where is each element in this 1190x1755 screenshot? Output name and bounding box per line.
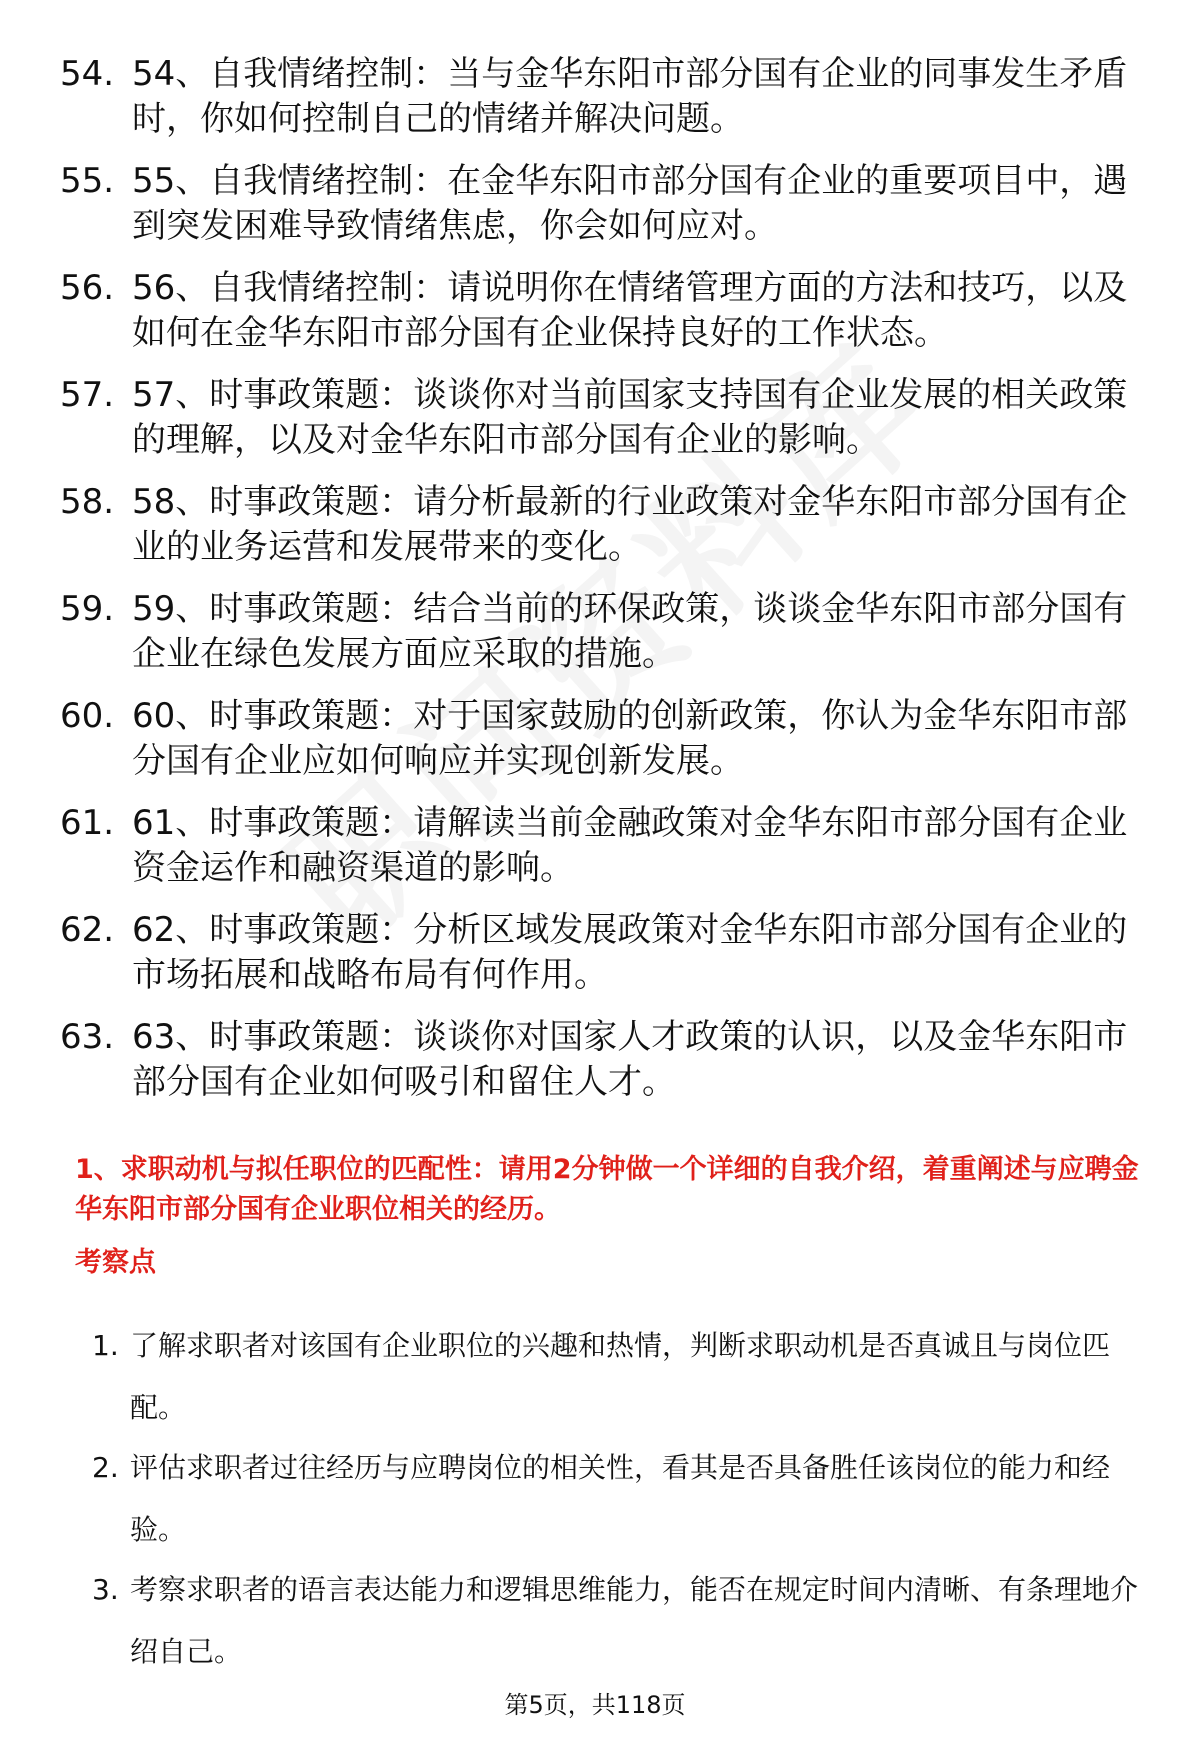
item-number: 57. bbox=[60, 375, 115, 415]
section-subheading: 考察点 bbox=[75, 1247, 156, 1278]
list-item bbox=[0, 52, 1190, 142]
item-number: 63. bbox=[60, 1017, 115, 1057]
list-item bbox=[0, 801, 1190, 891]
list-item bbox=[0, 266, 1190, 356]
item-text: 60、时事政策题：对于国家鼓励的创新政策，你认为金华东阳市部分国有企业应如何响应并实现创新发展。 bbox=[132, 696, 1128, 781]
item-text: 61、时事政策题：请解读当前金融政策对金华东阳市部分国有企业资金运作和融资渠道的影响。 bbox=[132, 803, 1128, 888]
item-text: 56、自我情绪控制：请说明你在情绪管理方面的方法和技巧，以及如何在金华东阳市部分国有企业保持良好的工作状态。 bbox=[132, 268, 1128, 353]
item-text: 58、时事政策题：请分析最新的行业政策对金华东阳市部分国有企业的业务运营和发展带来的变化。 bbox=[132, 482, 1128, 567]
item-text: 62、时事政策题：分析区域发展政策对金华东阳市部分国有企业的市场拓展和战略布局有何作用。 bbox=[132, 910, 1128, 995]
item-text: 59、时事政策题：结合当前的环保政策，谈谈金华东阳市部分国有企业在绿色发展方面应采取的措施。 bbox=[132, 589, 1128, 674]
item-number: 60. bbox=[60, 696, 115, 736]
item-number: 59. bbox=[60, 589, 115, 629]
item-number: 2. bbox=[92, 1451, 119, 1484]
list-item bbox=[0, 1559, 1190, 1683]
page-footer: 第5页，共118页 bbox=[504, 1691, 686, 1719]
list-item bbox=[0, 1015, 1190, 1105]
item-number: 62. bbox=[60, 910, 115, 950]
item-number: 54. bbox=[60, 54, 115, 94]
list-item bbox=[0, 587, 1190, 677]
item-number: 1. bbox=[92, 1329, 119, 1362]
list-item bbox=[0, 694, 1190, 784]
item-number: 56. bbox=[60, 268, 115, 308]
question-list bbox=[0, 52, 1190, 1122]
item-text: 63、时事政策题：谈谈你对国家人才政策的认识，以及金华东阳市部分国有企业如何吸引和留住人才。 bbox=[132, 1017, 1128, 1102]
item-number: 3. bbox=[92, 1573, 119, 1606]
points-list bbox=[0, 1315, 1190, 1681]
item-text: 57、时事政策题：谈谈你对当前国家支持国有企业发展的相关政策的理解，以及对金华东阳市部分国有企业的影响。 bbox=[132, 375, 1128, 460]
item-text: 了解求职者对该国有企业职位的兴趣和热情，判断求职动机是否真诚且与岗位匹配。 bbox=[130, 1329, 1111, 1424]
item-number: 58. bbox=[60, 482, 115, 522]
item-text: 54、自我情绪控制：当与金华东阳市部分国有企业的同事发生矛盾时，你如何控制自己的情绪并解决问题。 bbox=[132, 54, 1128, 139]
item-number: 61. bbox=[60, 803, 115, 843]
list-item bbox=[0, 373, 1190, 463]
item-text: 考察求职者的语言表达能力和逻辑思维能力，能否在规定时间内清晰、有条理地介绍自己。 bbox=[130, 1573, 1139, 1668]
item-number: 55. bbox=[60, 161, 115, 201]
item-text: 55、自我情绪控制：在金华东阳市部分国有企业的重要项目中，遇到突发困难导致情绪焦虑，你会如何应对。 bbox=[132, 161, 1128, 246]
list-item bbox=[0, 159, 1190, 249]
list-item bbox=[0, 1437, 1190, 1561]
list-item bbox=[0, 1315, 1190, 1439]
list-item bbox=[0, 480, 1190, 570]
list-item bbox=[0, 908, 1190, 998]
section-heading: 1、求职动机与拟任职位的匹配性：请用2分钟做一个详细的自我介绍，着重阐述与应聘金华东阳市部分国有企业职位相关的经历。 bbox=[75, 1154, 1139, 1225]
item-text: 评估求职者过往经历与应聘岗位的相关性，看其是否具备胜任该岗位的能力和经验。 bbox=[130, 1451, 1111, 1546]
